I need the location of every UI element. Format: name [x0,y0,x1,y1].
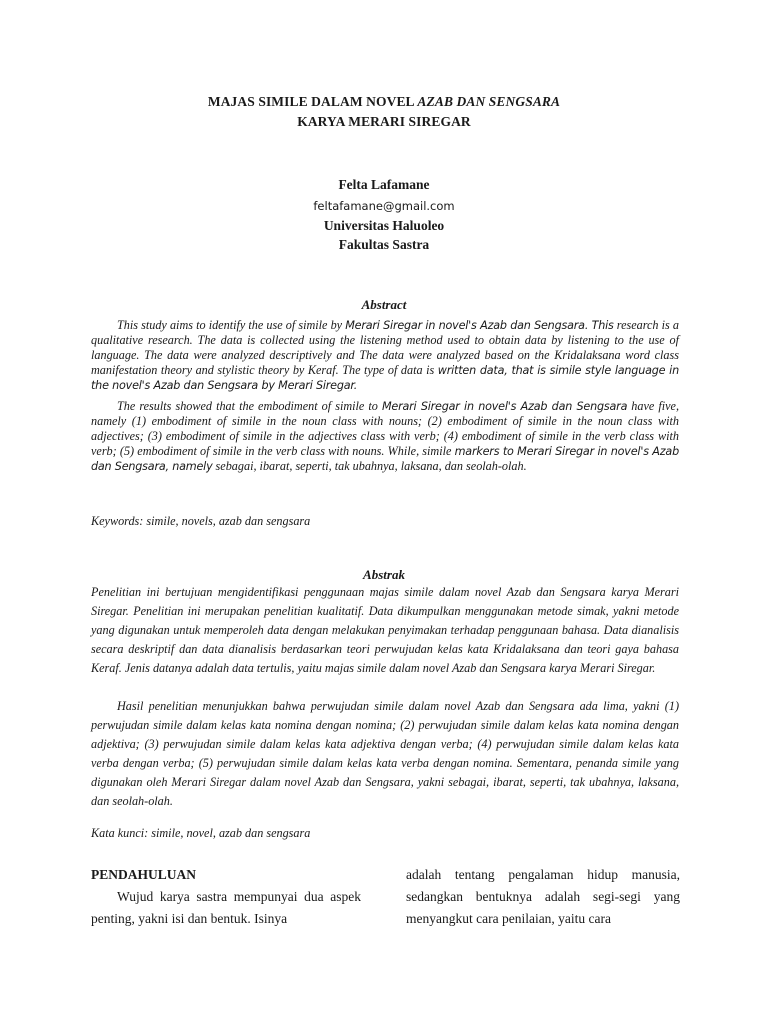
author-university: Universitas Haluoleo [323,218,445,233]
abstract-p1-text-a: This study aims to identify the use of simile by [117,318,346,332]
abstract-p2-text-a: The results showed that the embodiment of simile to [117,399,382,413]
author-faculty: Fakultas Sastra [338,237,430,252]
author-name: Felta Lafamane [338,177,430,192]
paper-title-line-2: KARYA MERARI SIREGAR [297,114,471,129]
author-email: feltafamane@gmail.com [313,199,455,213]
abstrak-paragraph-2: Hasil penelitian menunjukkan bahwa perwujudan simile dalam novel Azab dan Sengsara ada lima, yakni (1) perwujudan simile dalam kelas kata nomina dengan nomina; (2) perwujudan simile dalam kelas kata nomina dengan adjektiva; (3) perwujudan simile dalam kelas kata adjektiva dengan verba; (4) perwujudan simile dalam kelas kata verba dengan verba; (5) perwujudan simile dalam kelas kata verba dengan nomina. Sementara, penanda simile yang digunakan oleh Merari Siregar dalam novel Azab dan Sengsara, yakni sebagai, ibarat, seperti, tak ubahnya, laksana, dan seolah-olah. [91,699,679,808]
section-heading: PENDAHULUAN [91,867,197,882]
abstract-p1-text-d: written data, that is simile style language in the novel's Azab dan Sengsara by Merari Siregar. [91,364,679,392]
abstract-keywords: Keywords: simile, novels, azab dan sengsara [91,514,311,528]
body-paragraph-left: Wujud karya sastra mempunyai dua aspek penting, yakni isi dan bentuk. Isinya [91,889,361,926]
body-column-left [91,864,361,930]
paper-title-line-1 [0,94,768,110]
body-column-right [406,864,680,930]
abstrak-paragraph-1: Penelitian ini bertujuan mengidentifikasi penggunaan majas simile dalam novel Azab dan Sengsara karya Merari Siregar. Penelitian ini merupakan penelitian kualitatif. Data dikumpulkan menggunakan metode simak, yakni metode yang digunakan untuk memperoleh data dengan melakukan penyimakan terhadap penggunaan bahasa. Data dianalisis secara deskriptif dan data dianalisis berdasarkan teori perwujudan kelas kata Kridalaksana dan teori gaya bahasa Keraf. Jenis datanya adalah data tertulis, yaitu majas simile dalam novel Azab dan Sengsara karya Merari Siregar. [91,585,679,675]
abstract-paragraph-1 [91,318,679,393]
abstrak-keywords: Kata kunci: simile, novel, azab dan sengsara [91,826,311,840]
abstract-paragraph-2 [91,399,679,474]
title-prefix: MAJAS SIMILE DALAM NOVEL [207,94,418,109]
body-paragraph-right: adalah tentang pengalaman hidup manusia, sedangkan bentuknya adalah segi-segi yang menyangkut cara penilaian, yaitu cara [406,867,680,926]
abstract-heading: Abstract [361,297,407,312]
abstrak-heading: Abstrak [363,567,405,582]
abstract-p1-text-c: research is a qualitative research. The data is collected using the listening method used to obtain data by listening to the use of language. The data were analyzed descriptively and The data were analyzed based on the Kridalaksana word class manifestation theory and stylistic theory by Keraf. The type of data is [91,318,679,377]
abstract-p2-text-b: Merari Siregar in novel's Azab dan Sengsara [381,400,628,413]
abstract-p2-text-d: markers to Merari Siregar in novel's Azab dan Sengsara, namely [91,445,679,473]
abstract-p1-text-b: Merari Siregar in novel's Azab dan Sengsara. This [345,319,614,332]
abstract-p2-text-c: have five, namely (1) embodiment of simile in the noun class with nouns; (2) embodiment of simile in the noun class with adjectives; (3) embodiment of simile in the adjectives class with verb; (4) embodiment of simile in the verb class with verb; (5) embodiment of simile in the verb class with nouns. While, simile [91,399,680,458]
title-novel-name: AZAB DAN SENGSARA [417,94,561,109]
abstract-p2-text-e: sebagai, ibarat, seperti, tak ubahnya, laksana, dan seolah-olah. [212,459,527,473]
